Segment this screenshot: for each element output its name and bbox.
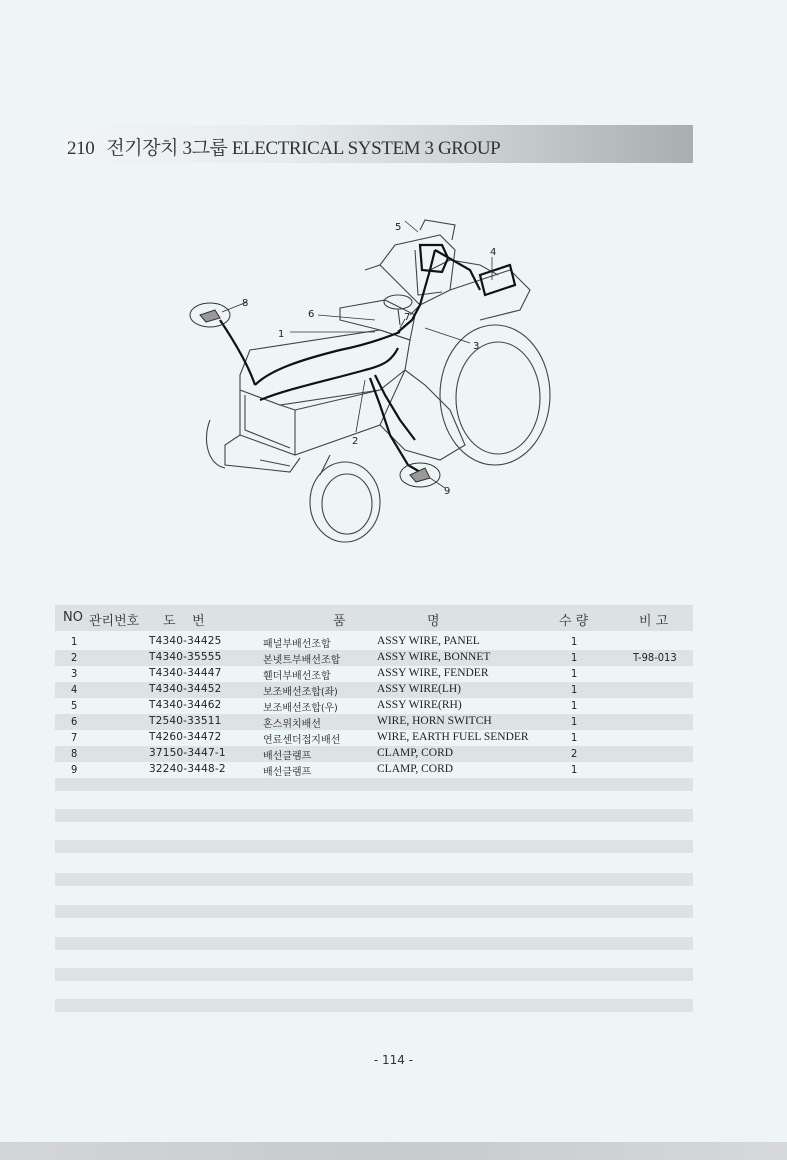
- row-part-no: T4340-34447: [149, 667, 222, 679]
- row-qty: 1: [571, 731, 578, 744]
- row-qty: 1: [571, 683, 578, 696]
- col-no: NO: [63, 610, 83, 625]
- empty-row-band: [55, 999, 693, 1012]
- row-name-kr: 혼스위치배선: [263, 719, 321, 730]
- empty-row-band: [55, 840, 693, 853]
- empty-row-band: [55, 809, 693, 822]
- row-no: 4: [71, 683, 78, 696]
- table-row: [55, 714, 693, 730]
- empty-row-band: [55, 873, 693, 886]
- table-row: [55, 698, 693, 714]
- callout-1: 1: [278, 329, 285, 340]
- parts-table-body: [55, 634, 693, 778]
- row-no: 8: [71, 747, 78, 760]
- row-name-en: ASSY WIRE(RH): [377, 699, 462, 711]
- row-name-en: CLAMP, CORD: [377, 763, 454, 775]
- row-no: 6: [71, 715, 78, 728]
- section-number: 210: [67, 138, 95, 159]
- section-title-text: 전기장치 3그룹 ELECTRICAL SYSTEM 3 GROUP: [106, 138, 501, 159]
- callout-5: 5: [395, 222, 402, 233]
- callout-6: 6: [308, 309, 315, 320]
- row-name-en: WIRE, EARTH FUEL SENDER: [377, 731, 529, 743]
- table-row: [55, 762, 693, 778]
- row-name-en: ASSY WIRE, PANEL: [377, 635, 480, 647]
- row-name-en: ASSY WIRE(LH): [377, 683, 462, 695]
- row-name-kr: 본넷트부배선조합: [263, 655, 341, 666]
- row-no: 7: [71, 731, 78, 744]
- table-row: [55, 666, 693, 682]
- row-part-no: T4340-35555: [149, 651, 222, 663]
- empty-row-band: [55, 905, 693, 918]
- row-qty: 1: [571, 763, 578, 776]
- col-part-name-2: 명: [427, 614, 440, 629]
- row-name-kr: 보조배선조합(우): [263, 703, 338, 714]
- empty-row-band: [55, 778, 693, 791]
- row-qty: 1: [571, 699, 578, 712]
- row-remark: T-98-013: [633, 651, 677, 664]
- row-part-no: T4340-34425: [149, 635, 222, 647]
- row-no: 1: [71, 635, 78, 648]
- page-number: - 114 -: [373, 1053, 414, 1067]
- callout-4: 4: [490, 247, 497, 258]
- callout-8: 8: [242, 298, 249, 309]
- bottom-scan-edge: [0, 1142, 787, 1160]
- callout-9: 9: [444, 486, 451, 497]
- col-qty: 수 량: [559, 614, 589, 629]
- empty-row-band: [55, 937, 693, 950]
- row-name-kr: 휀더부배선조합: [263, 671, 331, 682]
- callout-2: 2: [352, 436, 359, 447]
- row-part-no: T4340-34452: [149, 683, 222, 695]
- row-part-no: T4260-34472: [149, 731, 222, 743]
- row-name-kr: 배선클램프: [263, 767, 312, 778]
- table-row: [55, 650, 693, 666]
- row-no: 2: [71, 651, 78, 664]
- row-name-kr: 패널부배선조합: [263, 639, 331, 650]
- row-name-kr: 배선클램프: [263, 751, 312, 762]
- empty-row-band: [55, 968, 693, 981]
- row-name-en: ASSY WIRE, BONNET: [377, 651, 491, 663]
- col-mgmt-no: 관리번호: [89, 614, 140, 629]
- row-name-en: CLAMP, CORD: [377, 747, 454, 759]
- row-name-en: ASSY WIRE, FENDER: [377, 667, 489, 679]
- row-no: 3: [71, 667, 78, 680]
- col-part-name-1: 품: [333, 614, 346, 629]
- section-title-bar: [55, 125, 693, 163]
- section-title: [67, 133, 500, 160]
- table-row: [55, 746, 693, 762]
- row-qty: 1: [571, 667, 578, 680]
- row-qty: 1: [571, 651, 578, 664]
- callout-3: 3: [473, 341, 480, 352]
- row-part-no: 37150-3447-1: [149, 747, 226, 759]
- row-qty: 2: [571, 747, 578, 760]
- row-part-no: 32240-3448-2: [149, 763, 226, 775]
- row-name-kr: 보조배선조합(좌): [263, 687, 338, 698]
- parts-table-header: [55, 605, 693, 631]
- row-name-kr: 연료센더접지배선: [263, 735, 341, 746]
- col-drawing-no: 도 번: [163, 614, 205, 629]
- tractor-wiring-diagram: [180, 210, 580, 550]
- tractor-illustration: [180, 210, 580, 550]
- col-remark: 비 고: [639, 614, 669, 629]
- row-qty: 1: [571, 635, 578, 648]
- table-row: [55, 730, 693, 746]
- callout-7: 7: [404, 312, 411, 323]
- row-no: 9: [71, 763, 78, 776]
- row-no: 5: [71, 699, 78, 712]
- row-name-en: WIRE, HORN SWITCH: [377, 715, 492, 727]
- row-qty: 1: [571, 715, 578, 728]
- table-row: [55, 682, 693, 698]
- row-part-no: T2540-33511: [149, 715, 222, 727]
- row-part-no: T4340-34462: [149, 699, 222, 711]
- table-row: [55, 634, 693, 650]
